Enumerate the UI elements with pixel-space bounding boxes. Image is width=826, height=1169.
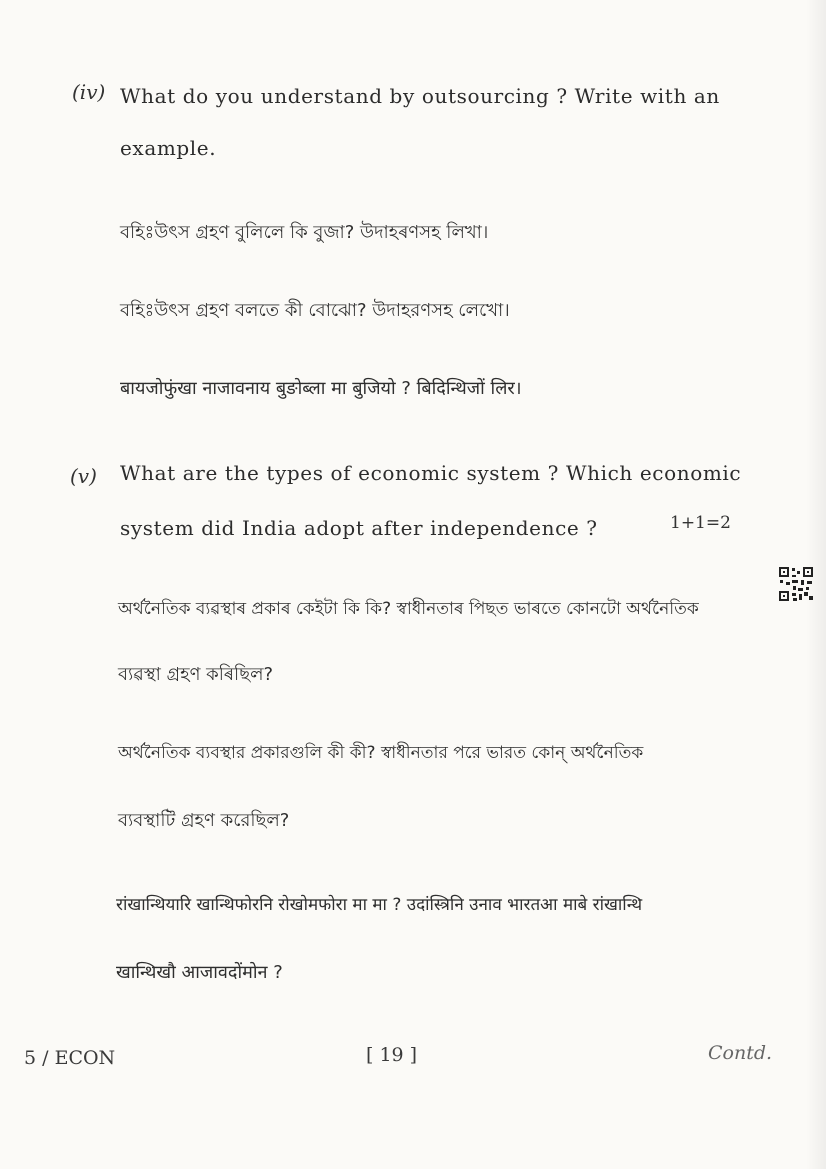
- question-v-english-line1: What are the types of economic system ? Which economic: [120, 461, 742, 485]
- question-v-assamese-line1: অৰ্থনৈতিক ব্যৱস্থাৰ প্ৰকাৰ কেইটা কি কি? স্বাধীনতাৰ পিছত ভাৰতে কোনটো অৰ্থনৈতিক: [118, 599, 699, 619]
- question-number-iv: (iv): [72, 80, 106, 104]
- continued-label: Contd.: [708, 1042, 773, 1064]
- question-v-bengali-line1: অর্থনৈতিক ব্যবস্থার প্রকারগুলি কী কী? স্বাধীনতার পরে ভারত কোন্ অর্থনৈতিক: [118, 743, 644, 763]
- question-iv-english-line1: What do you understand by outsourcing ? Write with an: [120, 84, 720, 108]
- question-v-bodo-line2: खान्थिखौ आजावदोंमोन ?: [116, 962, 283, 983]
- question-number-v: (v): [70, 464, 97, 488]
- page-edge-shadow: [806, 0, 826, 1169]
- question-v-english-line2: system did India adopt after independence ?: [120, 516, 598, 540]
- question-iv-english-line2: example.: [120, 136, 217, 160]
- question-iv-bodo: बायजोफुंखा नाजावनाय बुङोब्ला मा बुजियो ? बिदिन्थिजों लिर।: [120, 378, 522, 399]
- page-number: [ 19 ]: [366, 1044, 418, 1066]
- question-iv-bengali: বহিঃউৎস গ্রহণ বলতে কী বোঝো? উদাহরণসহ লেখো।: [120, 300, 510, 321]
- question-v-bengali-line2: ব্যবস্থাটি গ্রহণ করেছিল?: [118, 810, 290, 831]
- question-v-assamese-line2: ব্যৱস্থা গ্ৰহণ কৰিছিল?: [118, 664, 274, 685]
- paper-code: 5 / ECON: [24, 1047, 116, 1069]
- question-v-marks: 1+1=2: [670, 513, 731, 533]
- question-iv-assamese: বহিঃউৎস গ্ৰহণ বুলিলে কি বুজা? উদাহৰণসহ লিখা।: [120, 222, 489, 243]
- question-v-bodo-line1: रांखान्थियारि खान्थिफोरनि रोखोमफोरा मा मा ? उदांस्त्रिनि उनाव भारतआ माबे रांखान्थि: [116, 895, 643, 915]
